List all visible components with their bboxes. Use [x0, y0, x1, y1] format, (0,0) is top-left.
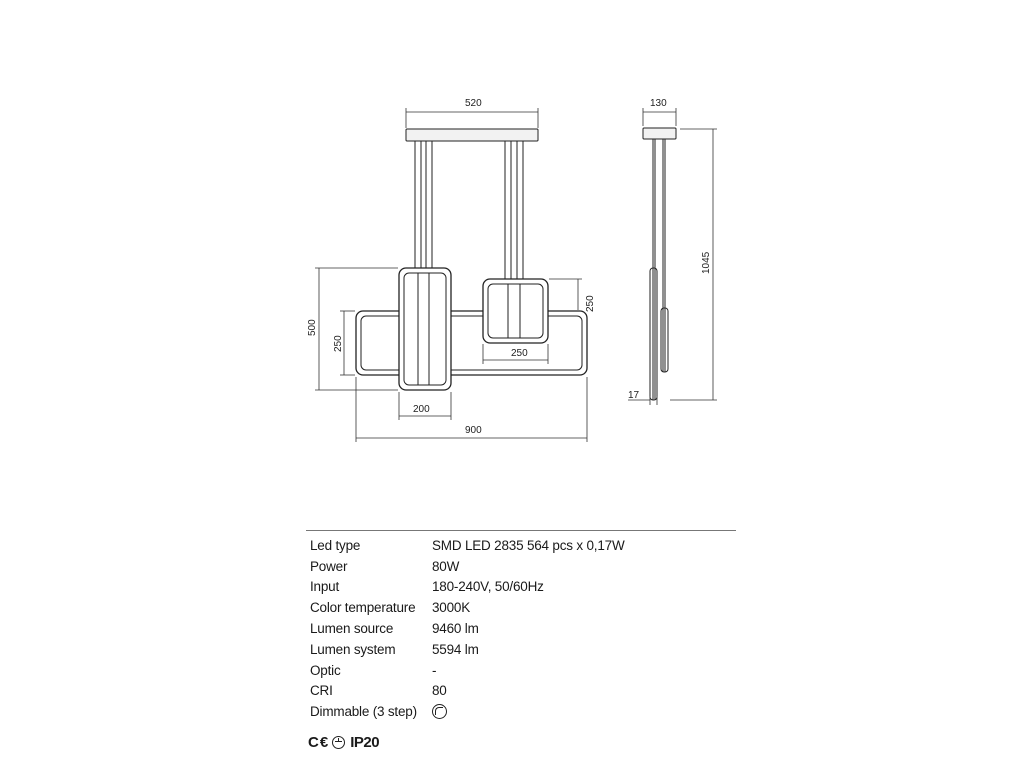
left-rod: [415, 141, 421, 269]
canopy: [406, 129, 538, 141]
spec-label: Led type: [310, 537, 361, 553]
dim-profile-depth: 17: [628, 390, 640, 401]
tall-frame-outer: [399, 268, 451, 390]
left-rod-2: [426, 141, 432, 269]
spec-label: Color temperature: [310, 600, 416, 616]
dim-frame-height: 500: [307, 319, 318, 336]
spec-row-lumen-system: [310, 639, 625, 660]
dim-side-depth: 130: [650, 98, 667, 109]
spec-value: 180-240V, 50/60Hz: [432, 579, 544, 595]
dim-total-width: 900: [465, 425, 482, 436]
spec-label: Power: [310, 558, 348, 574]
right-rod-2: [517, 141, 523, 281]
ip-rating: IP20: [350, 734, 380, 751]
spec-row-color-temperature: [310, 597, 625, 618]
spec-label: Lumen source: [310, 621, 394, 637]
spec-value: -: [432, 662, 437, 678]
spec-value: 3000K: [432, 600, 471, 616]
spec-row-input: [310, 577, 625, 598]
dim-top-width: 520: [465, 98, 482, 109]
dim-left-inner-height: 250: [333, 335, 344, 352]
spec-value: 9460 lm: [432, 621, 479, 637]
dim-total-height: 1045: [701, 251, 712, 274]
dim-square-height: 250: [585, 295, 596, 312]
spec-row-cri: [310, 681, 625, 702]
ce-mark: C €: [308, 734, 328, 751]
ground-icon: [332, 736, 345, 749]
spec-row-lumen-source: [310, 618, 625, 639]
spec-value: 80: [432, 683, 447, 699]
spec-row-dimmable: [310, 701, 625, 722]
dim-inner-width: 200: [413, 404, 430, 415]
spec-value: [432, 702, 447, 722]
spec-label: Dimmable (3 step): [310, 704, 417, 720]
spec-row-led-type: [310, 535, 625, 556]
certification-row: [308, 734, 379, 751]
right-rod: [505, 141, 511, 281]
dim-square-width: 250: [511, 348, 528, 359]
spec-divider: [306, 530, 736, 531]
spec-value: 80W: [432, 558, 460, 574]
spec-label: Lumen system: [310, 641, 396, 657]
spec-row-power: [310, 556, 625, 577]
spec-label: Optic: [310, 662, 341, 678]
large-frame-inner: [361, 316, 582, 370]
spec-value: 5594 lm: [432, 641, 479, 657]
spec-label: Input: [310, 579, 340, 595]
spec-row-optic: [310, 660, 625, 681]
dimmable-icon: [432, 704, 447, 719]
spec-table: [310, 535, 625, 722]
spec-label: CRI: [310, 683, 333, 699]
large-frame-outer: [356, 311, 587, 375]
spec-value: SMD LED 2835 564 pcs x 0,17W: [432, 537, 625, 553]
side-canopy: [643, 128, 676, 139]
square-frame-outer: [483, 279, 548, 343]
